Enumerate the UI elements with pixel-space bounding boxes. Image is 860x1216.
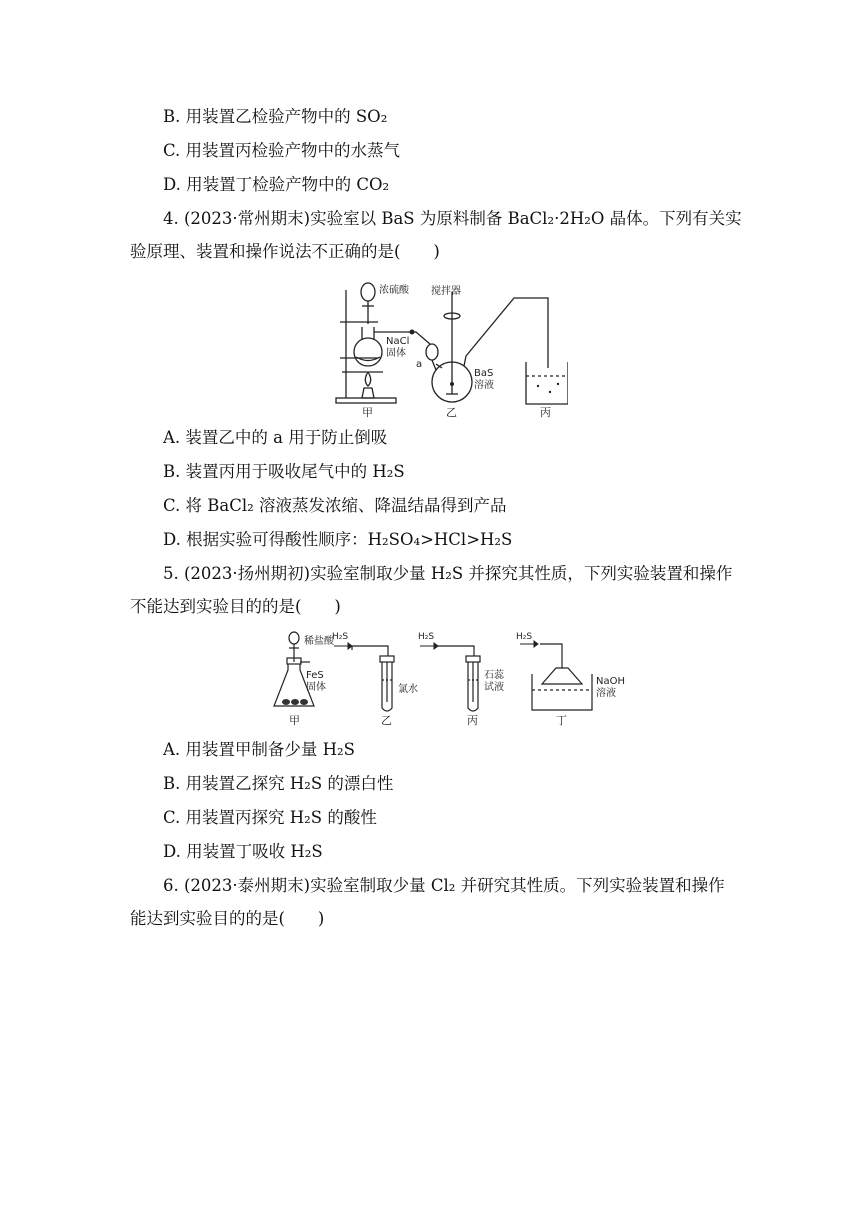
q5-option-c: C. 用装置丙探究 H₂S 的酸性 [163, 808, 377, 827]
q5-stem-line1: 5. (2023·扬州期初)实验室制取少量 H₂S 并探究其性质，下列实验装置和操作 [163, 564, 733, 583]
q3-option-c: C. 用装置丙检验产物中的水蒸气 [163, 141, 401, 160]
q3-option-d: D. 用装置丁检验产物中的 CO₂ [163, 175, 390, 194]
q4-option-b: B. 装置丙用于吸收尾气中的 H₂S [163, 462, 405, 481]
q4-label-acid: 浓硫酸 [379, 285, 409, 296]
q5-label-h2s-ding: H₂S [516, 632, 533, 642]
q5-label-fes-2: 固体 [306, 682, 326, 693]
q4-label-bas-1: BaS [474, 368, 494, 379]
q5-caption-ding: 丁 [556, 714, 567, 727]
q5-label-naoh-1: NaOH [596, 676, 625, 687]
q5-caption-yi: 乙 [381, 714, 392, 727]
q5-label-h2s-yi: H₂S [332, 632, 349, 642]
q5-caption-jia: 甲 [289, 714, 300, 727]
q4-label-bas-2: 溶液 [474, 380, 494, 391]
q4-caption-bing: 丙 [540, 406, 551, 419]
q4-option-c: C. 将 BaCl₂ 溶液蒸发浓缩、降温结晶得到产品 [163, 496, 507, 515]
q5-caption-bing: 丙 [467, 714, 478, 727]
q6-stem-line1: 6. (2023·泰州期末)实验室制取少量 Cl₂ 并研究其性质。下列实验装置和操作 [163, 876, 725, 895]
q4-option-a: A. 装置乙中的 a 用于防止倒吸 [163, 428, 388, 447]
q5-option-a: A. 用装置甲制备少量 H₂S [163, 740, 355, 759]
q4-label-a: a [416, 359, 423, 370]
q4-label-nacl-1: NaCl [386, 336, 410, 347]
q4-label-stirrer: 搅拌器 [431, 286, 461, 297]
q5-label-chlorine-water: 氯水 [398, 684, 418, 695]
q5-label-fes-1: FeS [306, 670, 324, 681]
q5-label-litmus-2: 试液 [484, 682, 504, 693]
q4-apparatus-figure [328, 272, 568, 420]
q5-apparatus-figure [270, 628, 650, 728]
q5-option-d: D. 用装置丁吸收 H₂S [163, 842, 323, 861]
q5-label-h2s-bing: H₂S [418, 632, 435, 642]
q4-label-nacl-2: 固体 [386, 348, 406, 359]
q5-stem-line2: 不能达到实验目的的是( ) [130, 597, 341, 616]
q4-caption-yi: 乙 [446, 406, 457, 419]
q4-stem-line1: 4. (2023·常州期末)实验室以 BaS 为原料制备 BaCl₂·2H₂O 晶体。下列有关实 [163, 209, 742, 228]
q4-stem-line2: 验原理、装置和操作说法不正确的是( ) [130, 242, 440, 261]
q4-caption-jia: 甲 [362, 406, 373, 419]
q5-option-b: B. 用装置乙探究 H₂S 的漂白性 [163, 774, 394, 793]
q3-option-b: B. 用装置乙检验产物中的 SO₂ [163, 107, 388, 126]
q5-label-litmus-1: 石蕊 [484, 670, 504, 681]
q5-label-naoh-2: 溶液 [596, 688, 616, 699]
q5-label-hcl: 稀盐酸 [304, 636, 334, 647]
q6-stem-line2: 能达到实验目的的是( ) [130, 909, 325, 928]
q4-option-d: D. 根据实验可得酸性顺序：H₂SO₄>HCl>H₂S [163, 530, 513, 549]
